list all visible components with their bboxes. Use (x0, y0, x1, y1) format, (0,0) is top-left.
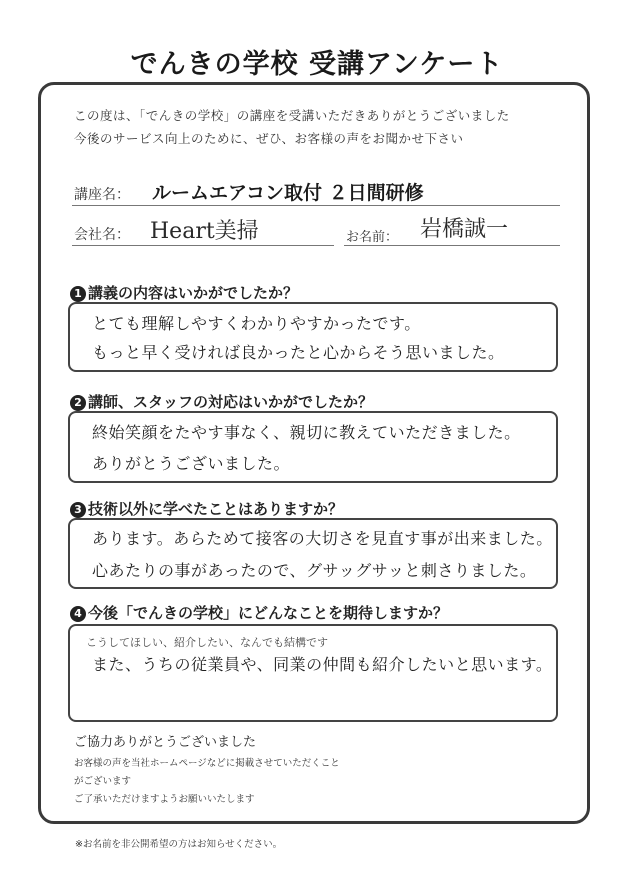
name-value: 岩橋誠一 (420, 217, 509, 242)
page-title: でんきの学校 受講アンケート (130, 49, 504, 80)
name-underline (344, 245, 560, 246)
note-line-3: ご了承いただけますようお願いいたします (74, 794, 255, 805)
answer-2-line-2: ありがとうございました。 (92, 454, 291, 473)
name-label: お名前： (346, 230, 399, 245)
answer-3-line-1: あります。あらためて接客の大切さを見直す事が出来ました。 (92, 529, 553, 548)
course-underline (72, 205, 560, 206)
footer-note: ※お名前を非公開希望の方はお知らせください。 (75, 839, 283, 850)
intro-line-1: この度は、「でんきの学校」の講座を受講いただきありがとうございました (74, 108, 510, 123)
course-label: 講座名： (74, 187, 130, 203)
question-text-3: 技術以外に学べたことはありますか？ (88, 500, 344, 518)
note-line-2: がございます (74, 776, 132, 787)
question-4-hint: こうしてほしい、紹介したい、なんでも結構です (86, 636, 328, 649)
answer-4-line-1: また、うちの従業員や、同業の仲間も紹介したいと思います。 (92, 655, 553, 674)
company-value: Heart美掃 (150, 219, 259, 244)
answer-1-line-1: とても理解しやすくわかりやすかったです。 (92, 314, 421, 333)
question-number-2: 2 (70, 395, 86, 411)
question-3 (70, 498, 343, 519)
answer-1-line-2: もっと早く受ければ良かったと心からそう思いました。 (92, 343, 505, 362)
question-text-1: 講義の内容はいかがでしたか？ (88, 284, 299, 302)
question-number-1: 1 (70, 286, 86, 302)
question-number-3: 3 (70, 502, 86, 518)
question-1 (70, 282, 298, 303)
question-4 (70, 602, 448, 623)
question-text-4: 今後「でんきの学校」にどんなことを期待しますか？ (88, 604, 449, 622)
question-text-2: 講師、スタッフの対応はいかがでしたか？ (88, 393, 374, 411)
intro-line-2: 今後のサービス向上のために、ぜひ、お客様の声をお聞かせ下さい (74, 131, 464, 146)
question-number-4: 4 (70, 606, 86, 622)
answer-3-line-2: 心あたりの事があったので、グサッグサッと刺さりました。 (92, 561, 537, 580)
answer-2-line-1: 終始笑顔をたやす事なく、親切に教えていただきました。 (92, 423, 521, 442)
thanks-text: ご協力ありがとうございました (74, 735, 257, 750)
question-2 (70, 391, 373, 412)
course-value: ルームエアコン取付 ２日間研修 (152, 182, 424, 204)
company-underline (72, 245, 334, 246)
company-label: 会社名： (74, 227, 130, 243)
note-line-1: お客様の声を当社ホームページなどに掲載させていただくこと (74, 758, 340, 769)
